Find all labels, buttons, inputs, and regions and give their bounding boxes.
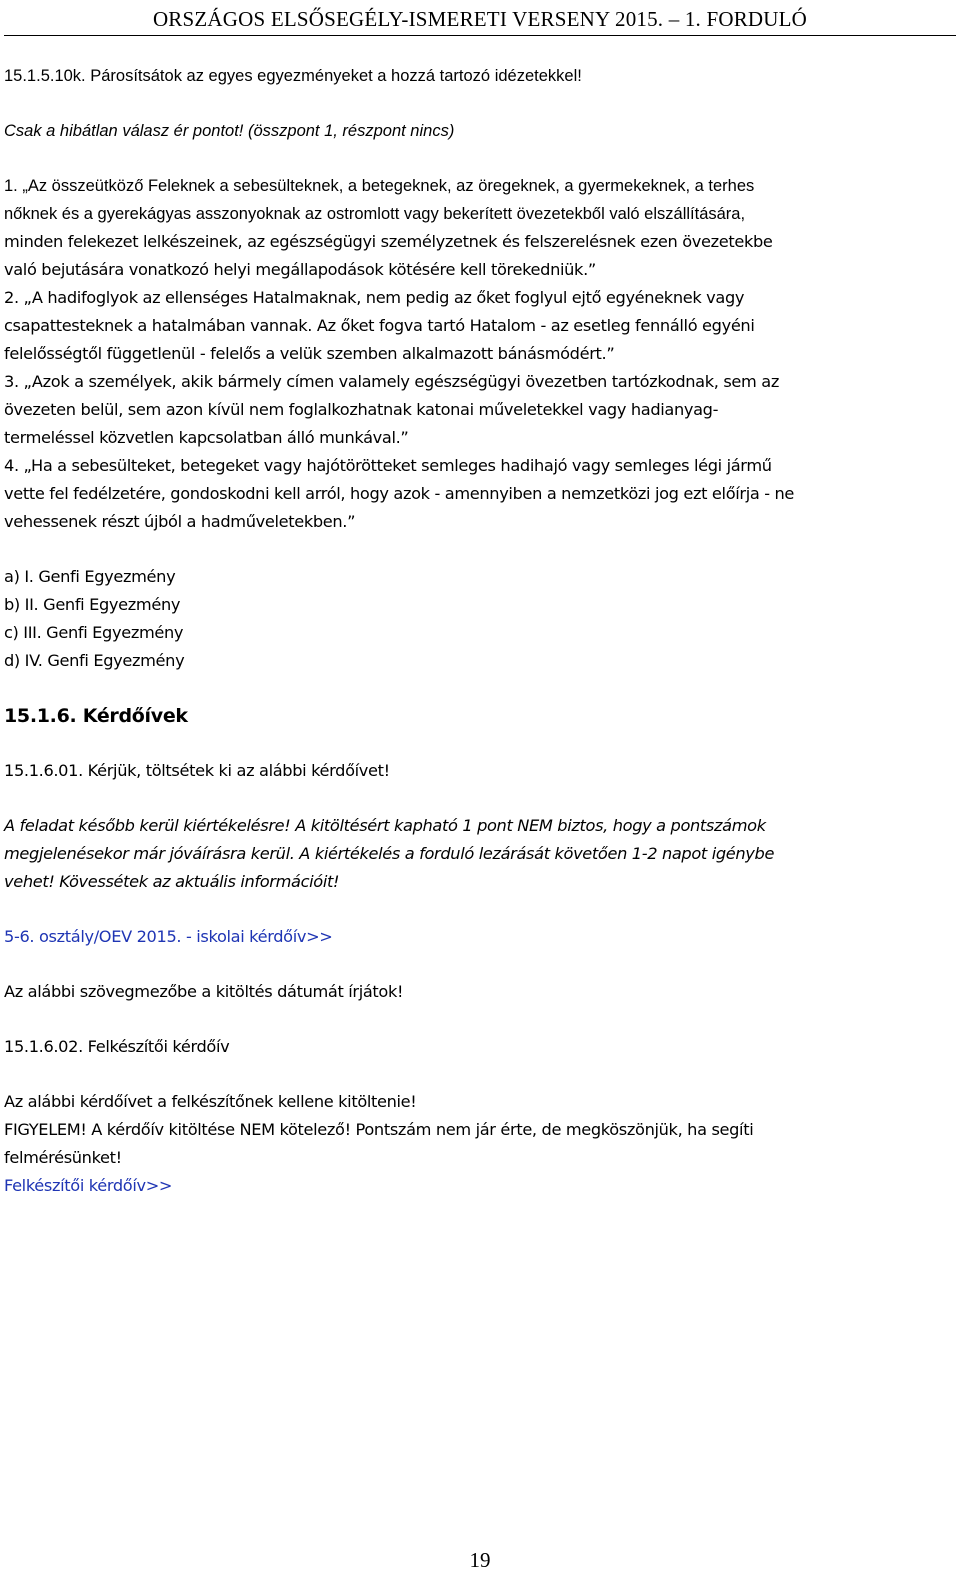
trainer-questionnaire-link[interactable]: Felkészítői kérdőív>> (4, 1176, 173, 1195)
quote-1-line-2: nőknek és a gyerekágyas asszonyoknak az ostromlott vagy bekerített övezetekből való elszállítására, (4, 205, 746, 223)
q02-line-1: Az alábbi kérdőívet a felkészítőnek kellene kitöltenie! (4, 1092, 417, 1111)
questionnaire-02-title: 15.1.6.02. Felkészítői kérdőív (4, 1037, 230, 1056)
quote-3-line-2: övezeten belül, sem azon kívül nem foglalkozhatnak katonai műveletekkel vagy hadianyag- (4, 400, 719, 419)
quote-2-line-2: csapattesteknek a hatalmában vannak. Az őket fogva tartó Hatalom - az esetleg fennálló egyéni (4, 316, 755, 335)
page-header-title: ORSZÁGOS ELSŐSEGÉLY-ISMERETI VERSENY 2015. – 1. FORDULÓ (152, 7, 808, 31)
note-line-1: A feladat később kerül kiértékelésre! A kitöltésért kapható 1 pont NEM biztos, hogy a pontszámok (4, 816, 766, 835)
option-d: d) IV. Genfi Egyezmény (4, 651, 185, 670)
date-instruction: Az alábbi szövegmezőbe a kitöltés dátumát írjátok! (4, 982, 404, 1001)
option-c: c) III. Genfi Egyezmény (4, 623, 184, 642)
option-a: a) I. Genfi Egyezmény (4, 567, 176, 586)
questionnaire-01-note (4, 812, 952, 896)
q02-line-2: FIGYELEM! A kérdőív kitöltése NEM kötelező! Pontszám nem jár érte, de megköszönjük, ha segíti (4, 1120, 754, 1139)
quote-1-line-4: való bejutására vonatkozó helyi megállapodások kötésére kell törekedniük.” (4, 260, 596, 279)
quote-1-line-1: 1. „Az összeütköző Feleknek a sebesülteknek, a betegeknek, az öregeknek, a gyermekeknek, a terhes (4, 177, 755, 195)
option-list (4, 563, 952, 675)
page-number: 19 (469, 1548, 491, 1572)
note-line-2: megjelenésekor már jóváírásra kerül. A kiértékelés a forduló lezárását követően 1-2 napot igénybe (4, 844, 775, 863)
quote-1-line-3: minden felekezet lelkészeinek, az egészségügyi személyzetnek és felszerelésnek ezen övezetekbe (4, 232, 773, 251)
quote-2-line-1: 2. „A hadifoglyok az ellenséges Hatalmaknak, nem pedig az őket foglyul ejtő egyéneknek vagy (4, 288, 745, 307)
section-heading: 15.1.6. Kérdőívek (4, 705, 188, 727)
header-divider (4, 35, 956, 36)
quote-4-line-2: vette fel fedélzetére, gondoskodni kell arról, hogy azok - amennyiben a nemzetközi jog ezt előírja - ne (4, 484, 795, 503)
task-title: 15.1.5.10k. Párosítsátok az egyes egyezményeket a hozzá tartozó idézetekkel! (4, 67, 582, 85)
note-line-3: vehet! Kövessétek az aktuális információit! (4, 872, 340, 891)
document-body (4, 62, 952, 1200)
task-instruction: Csak a hibátlan válasz ér pontot! (összpont 1, részpont nincs) (4, 122, 455, 140)
quote-3-line-3: termeléssel közvetlen kapcsolatban álló munkával.” (4, 428, 409, 447)
quote-3-line-1: 3. „Azok a személyek, akik bármely címen valamely egészségügyi övezetben tartózkodnak, sem az (4, 372, 779, 391)
option-b: b) II. Genfi Egyezmény (4, 595, 181, 614)
quote-4-line-3: vehessenek részt újból a hadműveletekben.” (4, 512, 356, 531)
quote-2-line-3: felelősségtől függetlenül - felelős a velük szemben alkalmazott bánásmódért.” (4, 344, 615, 363)
questionnaire-02-body (4, 1088, 952, 1200)
questionnaire-01-title: 15.1.6.01. Kérjük, töltsétek ki az alábbi kérdőívet! (4, 761, 390, 780)
school-questionnaire-link[interactable]: 5-6. osztály/OEV 2015. - iskolai kérdőív>> (4, 927, 333, 946)
quote-list (4, 172, 952, 536)
q02-line-3: felmérésünket! (4, 1148, 122, 1167)
quote-4-line-1: 4. „Ha a sebesülteket, betegeket vagy hajótörötteket semleges hadihajó vagy semleges légi jármű (4, 456, 772, 475)
